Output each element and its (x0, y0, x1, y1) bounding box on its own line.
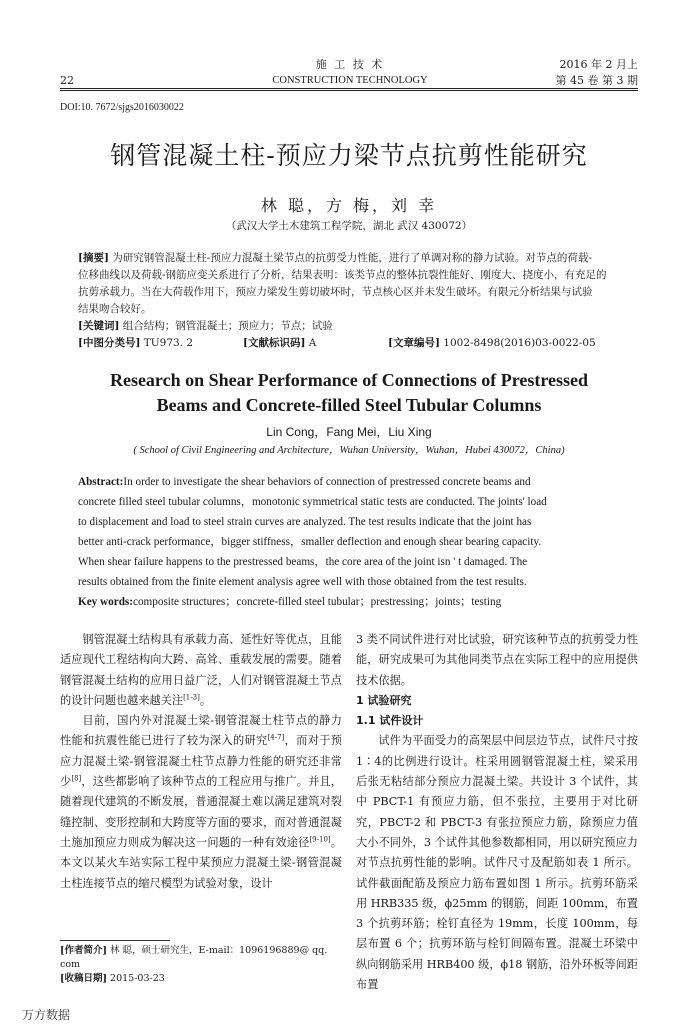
affiliation-cn: （武汉大学土木建筑工程学院，湖北 武汉 430072） (225, 220, 473, 232)
citation: [9-10] (309, 835, 331, 844)
header-rule-top (60, 88, 638, 89)
body-paragraph (60, 630, 342, 711)
body-text: ，而对于预应力混凝土梁-钢管混凝土柱节点静力性能的研究还非常少 (60, 734, 342, 789)
author-note-label: [作者简介] (60, 945, 107, 956)
body-text: 钢管混凝土结构具有承载力高、延性好等优点，且能适应现代工程结构向大跨、高耸、重载发展的需要。随着钢管混凝土结构的应用日益广泛，人们对钢管混凝土节点的设计问题也越来越关注 (60, 633, 342, 707)
journal-name-cn: 施 工 技 术 (315, 58, 385, 71)
footnote (60, 944, 342, 986)
keywords-cn-text: 组合结构；钢管混凝土；预应力；节点；试验 (122, 320, 333, 332)
abstract-en-text: In order to investigate the shear behaviors of connection of prestressed concrete beams and (123, 476, 531, 488)
abstract-en-line: better anti-crack performance，bigger stiffness，smaller deflection and enough shear bearing capacity. (78, 536, 542, 548)
abstract-cn-line: 位移曲线以及荷载-钢筋应变关系进行了分析，结果表明：该类节点的整体抗裂性能好、刚度大、挠度小，有充足的 (78, 269, 607, 281)
footnote-rule (60, 940, 170, 941)
doi: DOI:10. 7672/sjgs2016030022 (60, 102, 184, 113)
abstract-en-line: When shear failure happens to the prestressed beams，the core area of the joint isn ' t damaged. The (78, 556, 528, 568)
watermark: 万方数据 (22, 1008, 71, 1022)
abstract-cn-text: 为研究钢管混凝土柱-预应力混凝土梁节点的抗剪受力性能，进行了单调对称的静力试验。对节点的荷载- (112, 252, 592, 264)
doc-code-value: A (308, 337, 317, 349)
citation: [1-3] (183, 693, 200, 702)
received-date-text: 2015-03-23 (110, 973, 165, 984)
abstract-cn-line: 抗剪承载力。当在大荷载作用下，预应力梁发生剪切破坏时，节点核心区并未发生破坏。有限元分析结果与试验 (78, 286, 593, 298)
abstract-cn (78, 250, 638, 352)
body-paragraph (60, 711, 342, 894)
issue-date: 2016 年 2 月上 (559, 58, 638, 71)
citation: [4-7] (267, 733, 285, 742)
volume-issue: 第 45 卷 第 3 期 (555, 74, 638, 87)
section-heading: 1 试验研究 (356, 693, 412, 707)
author-note (60, 944, 342, 972)
clc-value: TU973. 2 (143, 337, 194, 349)
title-en-line: Research on Shear Performance of Connections of Prestressed (109, 370, 589, 390)
clc (78, 335, 193, 352)
body-text: 。本文以某火车站实际工程中某预应力混凝土梁-钢管混凝土柱连接节点的缩尺模型为试验对象，设计 (60, 835, 342, 890)
affiliation-en: ( School of Civil Engineering and Architecture，Wuhan University，Wuhan，Hubei 430072，China) (133, 445, 565, 456)
abstract-en-line: to displacement and load to steel strain curves are analyzed. The test results indicate that the joint has (78, 516, 532, 528)
keywords-cn (78, 318, 638, 335)
body-text: 。 (199, 693, 212, 707)
abstract-en-label: Abstract: (78, 476, 124, 488)
doc-code (243, 335, 316, 352)
body-paragraph: 试件为平面受力的高架层中间层边节点，试件尺寸按 1∶4的比例进行设计。柱采用圆钢管混凝土柱，梁采用后张无粘结部分预应力混凝土梁。共设计 3 个试件，其中 PBCT-1 有预应力筋，但不张拉，主要用于对比研究，PBCT-2 和 PBCT-3 有张拉预应力筋，除预应力值大小不同外，3 个试件其他参数都相同，用以研究预应力对节点抗剪性能的影响。试件尺寸及配筋如表 1 所示。试件截面配筋及预应力筋布置如图 1 所示。抗剪环筋采用 HRB335 级，ϕ25mm 的钢筋，间距 100mm，布置 3 个抗剪环筋；栓钉直径为 19mm，长度 100mm，每层布置 6 个；抗剪环筋与栓钉间隔布置。混凝土环梁中纵向钢筋采用 HRB400 级，ϕ18 钢筋，沿外环板等间距布置 (356, 734, 638, 992)
received-date-label: [收稿日期] (60, 973, 107, 984)
subsection-heading: 1.1 试件设计 (356, 714, 424, 728)
journal-name-en: CONSTRUCTION TECHNOLOGY (272, 75, 428, 86)
authors-en: Lin Cong，Fang Mei，Liu Xing (266, 425, 432, 439)
abstract-en-line (78, 472, 638, 492)
body-text: ，这些都影响了该种节点的工程应用与推广。并且，随着现代建筑的不断发展，普通混凝土难以满足建筑对裂缝控制、变形控制和大跨度等方面的要求，而对普通混凝土施加预应力则成为解决这一问题的一种有效途径 (60, 775, 342, 849)
author-note-text: 林 聪，硕士研究生，E-mail：1096196889@ qq. com (60, 945, 328, 970)
keywords-cn-label: [关键词] (78, 320, 120, 332)
title-en-line: Beams and Concrete-filled Steel Tubular Columns (156, 395, 542, 415)
abstract-cn-line: 结果吻合较好。 (78, 303, 152, 315)
classification-line (78, 335, 638, 352)
title-cn: 钢管混凝土柱-预应力梁节点抗剪性能研究 (110, 141, 588, 170)
article-no (388, 335, 596, 352)
keywords-en-label: Key words: (78, 596, 133, 608)
citation: [8] (71, 774, 82, 783)
authors-cn: 林 聪，方 梅，刘 幸 (260, 196, 438, 215)
body-text: 目前，国内外对混凝土梁-钢管混凝土柱节点的静力性能和抗震性能已进行了较为深入的研究 (60, 714, 342, 748)
page-number: 22 (60, 74, 74, 87)
keywords-en (78, 592, 638, 612)
abstract-cn-line (78, 250, 638, 267)
header-rule-bottom (60, 90, 638, 91)
abstract-en-line: concrete filled steel tubular columns，monotonic symmetrical static tests are conducted. The joints' load (78, 496, 547, 508)
doc-code-label: [文献标识码] (243, 337, 306, 349)
article-no-value: 1002-8498(2016)03-0022-05 (443, 337, 596, 349)
abstract-en (78, 472, 638, 612)
keywords-en-text: composite structures；concrete-filled steel tubular；prestressing；joints；testing (133, 596, 502, 608)
body-left-column (60, 630, 342, 894)
received-date (60, 972, 342, 986)
title-en (60, 368, 638, 418)
abstract-cn-label: [摘要] (78, 252, 109, 264)
body-right-column (356, 630, 638, 995)
body-paragraph: 3 类不同试件进行对比试验，研究该种节点的抗剪受力性能，研究成果可为其他同类节点在实际工程中的应用提供技术依据。 (356, 633, 638, 687)
article-no-label: [文章编号] (388, 337, 440, 349)
abstract-en-line: results obtained from the finite element analysis agree well with those obtained from the test results. (78, 576, 527, 588)
clc-label: [中图分类号] (78, 337, 141, 349)
